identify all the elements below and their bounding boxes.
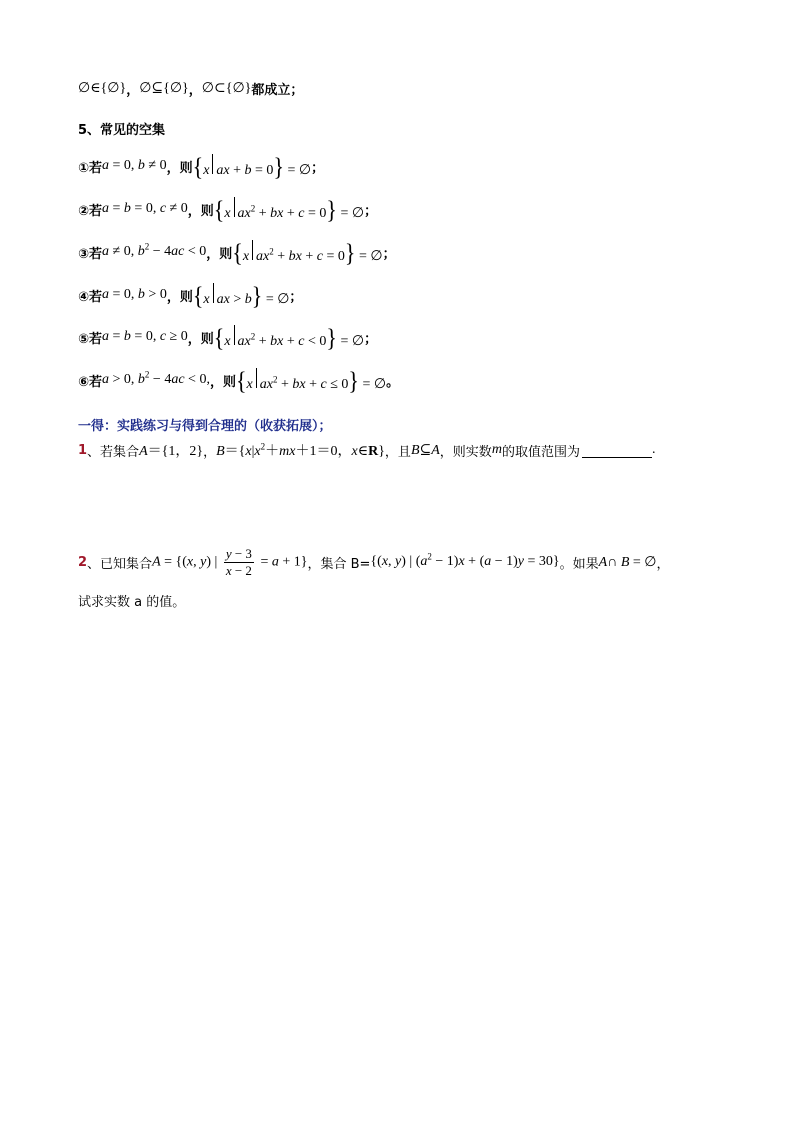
problem-2 [78, 542, 670, 582]
case-end: ； [364, 331, 378, 347]
case-mark: ⑤若 [78, 331, 103, 347]
case-item [78, 281, 302, 309]
case-end: ； [311, 160, 325, 176]
case-item [78, 195, 377, 223]
empty-set-relations-line [78, 76, 303, 100]
problem-text: 、若集合 [87, 444, 140, 460]
set-a: A＝{1，2} [139, 444, 204, 459]
case-then: ，则 [187, 331, 214, 347]
case-set: {x $ax^2$ + bx + c < 0} = ∅ [213, 322, 365, 352]
practice-heading-text: 一得：实践练习与得到合理的（收获拓展）； [78, 418, 332, 434]
case-set: {x ax > b} = ∅ [192, 280, 290, 310]
answer-blank[interactable] [582, 443, 652, 458]
problem-text: ，集合 B= [307, 556, 371, 572]
case-then: ，则 [166, 160, 193, 176]
case-then: ，则 [206, 246, 233, 262]
subset-relation: B⊆A [410, 442, 440, 458]
case-item [78, 152, 324, 180]
case-item [78, 323, 377, 351]
problem-2-line-2 [78, 588, 185, 612]
set-b-definition: {(x, y) | $(a^2 - 1)x + (a - 1)y = 30$} [370, 551, 560, 569]
case-set: {x $ax^2$ + bx + c ≤ 0} = ∅ [235, 365, 387, 395]
case-end: 。 [386, 374, 400, 390]
case-condition: a = 0, b ≠ 0 [102, 158, 167, 173]
problem-1 [78, 438, 655, 462]
relation-subseteq: ∅⊆{∅} [139, 80, 189, 96]
relation-subset: ∅⊂{∅} [201, 80, 252, 96]
case-end: ； [289, 289, 303, 305]
case-condition: a = 0, b > 0 [102, 287, 167, 302]
problem-text: ，且 [384, 444, 411, 460]
section-5-heading [78, 116, 165, 140]
case-then: ，则 [166, 289, 193, 305]
case-condition: a > 0, $b^2 - 4ac < 0$, [102, 369, 210, 387]
set-b: $B=\{x|x^2+mx+1=0$，x∈R} [216, 441, 385, 459]
problem-text: ，则实数 [439, 444, 492, 460]
case-item [78, 366, 399, 394]
set-a-definition: A = {(x, y) | $\frac{y - 3}{x - 2}$ = a + 1} [152, 545, 308, 578]
intersection-relation: A∩ B = ∅ [598, 554, 657, 570]
case-condition: a ≠ 0, $b^2 - 4ac < 0$ [102, 241, 207, 259]
relation-element: ∅∈{∅} [78, 80, 127, 96]
case-mark: ④若 [78, 289, 103, 305]
section-title: 5、常见的空集 [78, 122, 166, 138]
problem-number: 2 [78, 554, 88, 570]
problem-text: 。如果 [559, 556, 599, 572]
case-end: ； [364, 203, 378, 219]
case-then: ，则 [187, 203, 214, 219]
case-condition: a = b = 0, c ≥ 0 [102, 329, 188, 344]
case-set: {x $ax^2$ + bx + c = 0} = ∅ [232, 237, 383, 267]
case-mark: ①若 [78, 160, 103, 176]
separator: ， [126, 82, 140, 98]
case-set: {x $ax^2$ + bx + c = 0} = ∅ [213, 194, 365, 224]
practice-heading [78, 412, 332, 436]
problem-text: 的取值范围为 [501, 444, 580, 460]
variable-m: m [491, 442, 502, 457]
problem-number: 1 [78, 442, 88, 458]
case-condition: a = b = 0, c ≠ 0 [102, 201, 188, 216]
case-end: ； [382, 246, 396, 262]
problem-text: ， [203, 444, 217, 460]
relations-tail: 都成立； [251, 82, 304, 98]
problem-text: ， [656, 556, 670, 572]
fraction: $\frac{y - 3}{x - 2}$ [225, 545, 252, 578]
case-then: ，则 [209, 374, 236, 390]
problem-end: . [651, 442, 656, 457]
case-mark: ②若 [78, 203, 103, 219]
case-item [78, 238, 396, 266]
problem-text: 试求实数 a 的值。 [78, 594, 186, 610]
case-mark: ③若 [78, 246, 103, 262]
separator: ， [188, 82, 202, 98]
case-set: {x ax + b = 0} = ∅ [192, 151, 312, 181]
case-mark: ⑥若 [78, 374, 103, 390]
problem-text: 、已知集合 [87, 556, 153, 572]
